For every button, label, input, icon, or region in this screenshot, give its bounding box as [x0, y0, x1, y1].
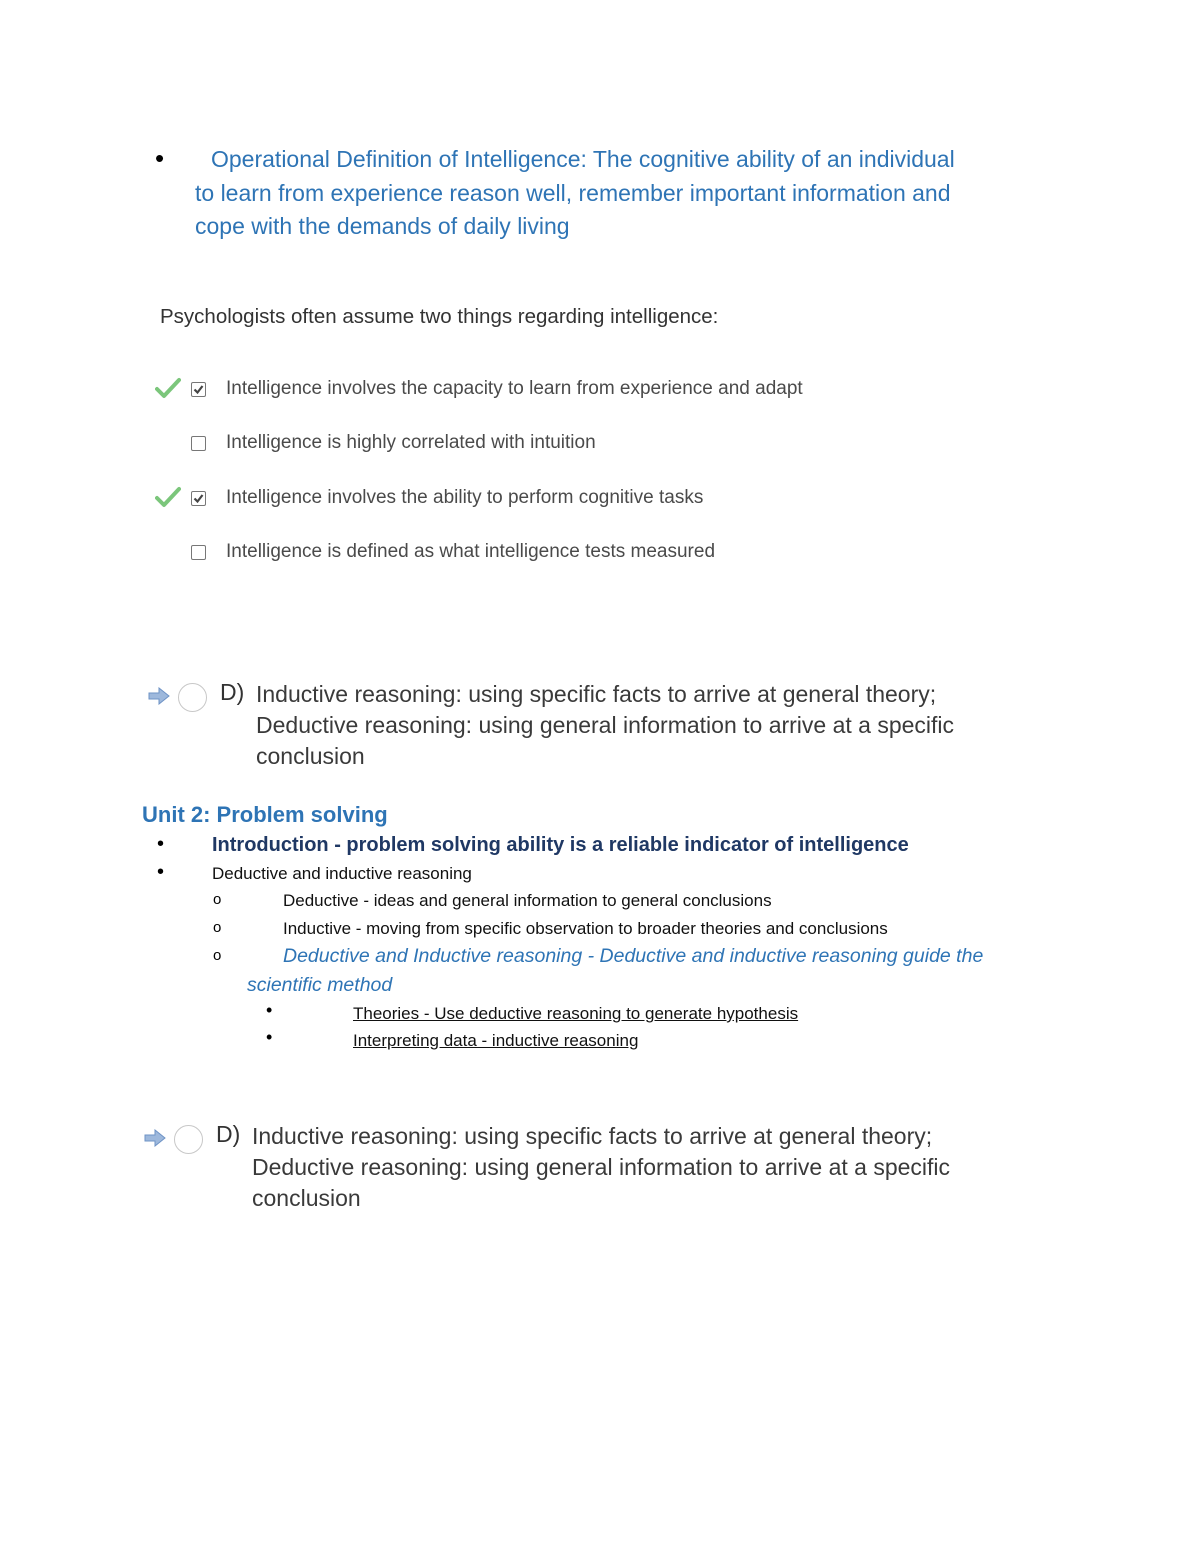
answer-line: Deductive reasoning: using general information to arrive at a specific	[256, 712, 955, 738]
quiz-option	[155, 537, 715, 567]
section-heading: Unit 2: Problem solving	[142, 802, 388, 827]
definition-line: to learn from experience reason well, remember important information and	[195, 179, 951, 206]
option-label: Intelligence involves the ability to perform cognitive tasks	[226, 487, 704, 508]
option-label: Intelligence is defined as what intelligence tests measured	[226, 541, 716, 562]
definition-line: cope with the demands of daily living	[195, 213, 570, 239]
intro-text: Introduction - problem solving ability is a reliable indicator of intelligence	[212, 834, 909, 856]
answer-line: conclusion	[256, 743, 365, 769]
answer-text	[256, 679, 1076, 772]
checkbox-checked[interactable]	[191, 491, 206, 506]
bullet: •	[157, 833, 165, 855]
option-label: Intelligence involves the capacity to learn from experience and adapt	[226, 378, 803, 399]
answer-line: conclusion	[252, 1185, 361, 1211]
spacer	[155, 540, 185, 564]
scientific-method-text: scientific method	[247, 974, 393, 996]
circle-bullet: o	[213, 919, 222, 936]
definition-text	[195, 143, 1055, 244]
bullet: •	[157, 861, 165, 883]
interpreting-text: Interpreting data - inductive reasoning	[353, 1031, 639, 1050]
answer-text	[252, 1121, 1072, 1214]
answer-line: Deductive reasoning: using general information to arrive at a specific	[252, 1154, 951, 1180]
answer-letter: D)	[220, 679, 245, 705]
radio-button[interactable]	[174, 1125, 203, 1154]
bullet: •	[155, 143, 165, 173]
quiz-option	[155, 428, 596, 458]
circle-bullet: o	[213, 891, 222, 908]
arrow-right-icon	[144, 1129, 166, 1152]
quiz-prompt: Psychologists often assume two things regarding intelligence:	[160, 305, 719, 328]
quiz-option	[155, 483, 703, 513]
arrow-right-icon	[148, 687, 170, 710]
bullet: •	[266, 1027, 273, 1047]
checkbox-unchecked[interactable]	[191, 436, 206, 451]
checkbox-checked[interactable]	[191, 382, 206, 397]
definition-line: Operational Definition of Intelligence: The cognitive ability of an individual	[211, 146, 955, 172]
deductive-text: Deductive - ideas and general information to general conclusions	[283, 891, 772, 910]
theories-text: Theories - Use deductive reasoning to generate hypothesis	[353, 1004, 799, 1023]
answer-line: Inductive reasoning: using specific facts to arrive at general theory;	[256, 681, 937, 707]
checkbox-unchecked[interactable]	[191, 545, 206, 560]
answer-line: Inductive reasoning: using specific facts to arrive at general theory;	[252, 1123, 933, 1149]
correct-check-icon	[155, 486, 185, 510]
radio-button[interactable]	[178, 683, 207, 712]
scientific-method-text: Deductive and Inductive reasoning - Deductive and inductive reasoning guide the	[283, 945, 984, 967]
answer-letter: D)	[216, 1121, 241, 1147]
bullet: •	[266, 1000, 273, 1020]
option-label: Intelligence is highly correlated with intuition	[226, 432, 596, 453]
inductive-text: Inductive - moving from specific observation to broader theories and conclusions	[283, 919, 888, 938]
correct-check-icon	[155, 377, 185, 401]
quiz-option	[155, 374, 803, 404]
circle-bullet: o	[213, 947, 222, 964]
spacer	[155, 431, 185, 455]
topic-text: Deductive and inductive reasoning	[212, 864, 472, 883]
